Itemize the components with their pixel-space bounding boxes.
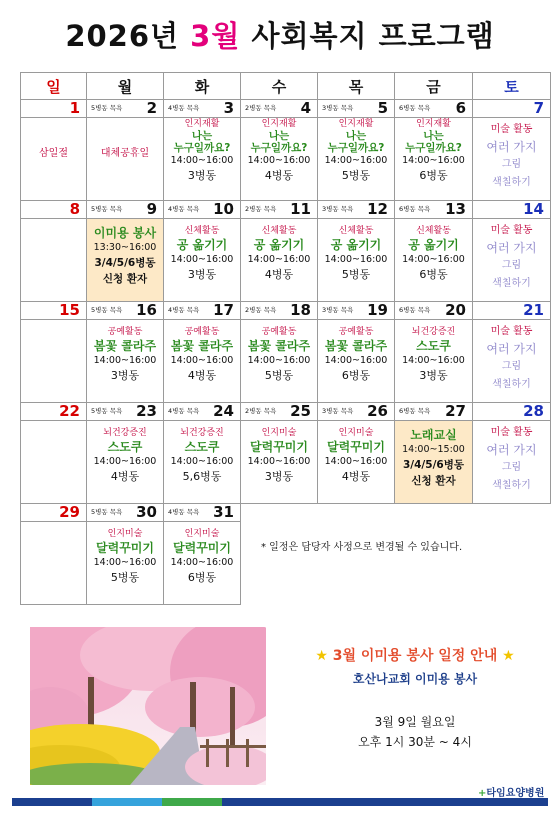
date-cell — [87, 403, 164, 421]
program-time: 14:00~16:00 — [324, 355, 388, 366]
date-number: 8 — [69, 200, 80, 218]
program-category: 인지미술 — [261, 428, 297, 438]
date-cell — [164, 100, 241, 118]
program-time: 14:00~16:00 — [170, 557, 234, 568]
program-entry — [164, 118, 240, 184]
program-cell — [395, 320, 473, 403]
date-number: 13 — [445, 200, 466, 218]
volunteer-wards: 3/4/5/6병동 — [94, 257, 156, 269]
program-cell — [318, 219, 395, 302]
program-category: 신체활동 — [261, 226, 297, 236]
schedule-note: * 일정은 담당자 사정으로 변경될 수 있습니다. — [261, 542, 463, 553]
bath-ward-label: 2병동 목욕 — [245, 306, 277, 314]
program-entry — [164, 421, 240, 485]
date-number: 27 — [445, 402, 466, 420]
program-time: 14:00~16:00 — [170, 355, 234, 366]
program-ward: 3병동 — [187, 268, 217, 281]
program-name: 달력꾸미기 — [173, 541, 231, 555]
program-ward: 6병동 — [419, 268, 448, 281]
program-cell — [473, 421, 551, 504]
art-line: 그림 — [501, 159, 522, 170]
date-cell — [164, 201, 241, 219]
program-category: 뇌건강증진 — [180, 428, 224, 438]
bath-ward-label: 3병동 목욕 — [322, 306, 354, 314]
art-line: 여러 가지 — [486, 342, 537, 356]
program-ward: 5병동 — [341, 169, 371, 182]
info-date: 3월 9일 월요일 — [374, 715, 456, 729]
program-cell — [21, 522, 87, 605]
art-line: 그림 — [501, 462, 522, 473]
program-ward: 3병동 — [264, 470, 294, 483]
program-time: 14:00~16:00 — [324, 155, 388, 166]
bath-ward-label: 2병동 목욕 — [245, 407, 277, 415]
program-entry — [241, 421, 317, 485]
program-cell — [87, 320, 164, 403]
program-cell — [164, 320, 241, 403]
page-title: 2026년 3월 사회복지 프로그램 — [65, 19, 495, 53]
art-category: 미술 활동 — [490, 124, 533, 135]
star-icon: ★ — [315, 648, 328, 664]
date-number: 24 — [213, 402, 234, 420]
schedule-note-cell — [241, 504, 551, 605]
program-name: 달력꾸미기 — [96, 541, 154, 555]
volunteer-title: 노래교실 — [410, 428, 457, 442]
bath-ward-label: 6병동 목욕 — [399, 306, 431, 314]
program-ward: 3병동 — [187, 169, 217, 182]
date-cell — [164, 302, 241, 320]
date-cell — [164, 403, 241, 421]
date-number: 26 — [367, 402, 388, 420]
program-cell — [21, 421, 87, 504]
program-entry — [87, 421, 163, 485]
program-entry — [241, 219, 317, 283]
art-category: 미술 활동 — [490, 225, 533, 236]
date-number: 21 — [523, 301, 544, 319]
program-name: 봄꽃 콜라주 — [324, 339, 388, 353]
program-ward: 4병동 — [341, 470, 371, 483]
art-category: 미술 활동 — [490, 326, 533, 337]
program-time: 14:00~16:00 — [402, 254, 465, 265]
program-cell — [21, 118, 87, 201]
volunteer-entry — [87, 219, 163, 287]
program-cell — [21, 219, 87, 302]
program-cell — [87, 522, 164, 605]
date-number: 18 — [290, 301, 311, 319]
program-time: 14:00~16:00 — [170, 456, 234, 467]
bath-ward-label: 3병동 목욕 — [322, 407, 354, 415]
date-number: 20 — [445, 301, 466, 319]
program-ward: 3병동 — [110, 369, 140, 382]
bath-ward-label: 5병동 목욕 — [91, 306, 123, 314]
program-ward: 4병동 — [264, 169, 294, 182]
weekday-header-row — [21, 73, 551, 100]
program-category: 인지미술 — [184, 529, 220, 539]
program-cell — [87, 118, 164, 201]
date-row — [21, 403, 551, 421]
program-category: 인지미술 — [107, 529, 143, 539]
info-time: 오후 1시 30분 ~ 4시 — [358, 735, 472, 749]
date-number: 14 — [523, 200, 544, 218]
program-entry — [164, 522, 240, 586]
bath-ward-label: 4병동 목욕 — [168, 205, 200, 213]
program-category: 뇌건강증진 — [103, 428, 147, 438]
program-ward: 5병동 — [341, 268, 371, 281]
program-cell — [87, 219, 164, 302]
weekday-header: 수 — [241, 73, 318, 100]
program-ward: 5병동 — [264, 369, 294, 382]
date-cell — [241, 100, 318, 118]
volunteer-time: 13:30~16:00 — [93, 242, 157, 253]
program-row — [21, 421, 551, 504]
program-entry — [87, 522, 163, 586]
program-time: 14:00~16:00 — [93, 456, 157, 467]
date-number: 3 — [223, 99, 234, 117]
date-number: 25 — [290, 402, 311, 420]
program-time: 14:00~16:00 — [402, 155, 465, 166]
volunteer-note: 신청 환자 — [102, 273, 148, 285]
art-line: 그림 — [501, 260, 522, 271]
program-name: 나는 누구일까요? — [250, 130, 308, 154]
program-cell — [21, 320, 87, 403]
date-row — [21, 302, 551, 320]
program-cell — [164, 118, 241, 201]
date-row — [21, 100, 551, 118]
program-cell — [241, 219, 318, 302]
program-entry — [318, 118, 394, 184]
art-line: 여러 가지 — [486, 241, 537, 255]
bath-ward-label: 4병동 목욕 — [168, 306, 200, 314]
program-time: 14:00~16:00 — [93, 557, 157, 568]
date-cell — [21, 504, 87, 522]
date-cell — [164, 504, 241, 522]
program-name: 공 옮기기 — [408, 238, 459, 252]
date-number: 5 — [377, 99, 388, 117]
art-line: 색칠하기 — [492, 278, 531, 289]
program-name: 봄꽃 콜라주 — [247, 339, 311, 353]
date-number: 2 — [146, 99, 157, 117]
bath-ward-label: 2병동 목욕 — [245, 205, 277, 213]
date-cell — [241, 302, 318, 320]
program-ward: 4병동 — [264, 268, 294, 281]
date-number: 10 — [213, 200, 234, 218]
bath-ward-label: 3병동 목욕 — [322, 104, 354, 112]
program-category: 신체활동 — [184, 226, 220, 236]
date-row — [21, 201, 551, 219]
date-cell — [87, 201, 164, 219]
program-category: 인지재활 — [416, 119, 451, 129]
date-cell — [87, 100, 164, 118]
volunteer-title: 이미용 봉사 — [93, 226, 157, 240]
program-category: 인지재활 — [261, 119, 297, 129]
program-name: 스도쿠 — [184, 440, 220, 454]
program-category: 인지재활 — [338, 119, 374, 129]
date-cell — [473, 201, 551, 219]
date-number: 29 — [59, 503, 80, 521]
date-cell — [21, 201, 87, 219]
date-number: 30 — [136, 503, 157, 521]
program-category: 공예활동 — [338, 327, 374, 337]
date-number: 7 — [533, 99, 544, 117]
program-cell — [318, 320, 395, 403]
bath-ward-label: 5병동 목욕 — [91, 508, 123, 516]
date-number: 22 — [59, 402, 80, 420]
program-cell — [164, 522, 241, 605]
date-row — [21, 504, 551, 522]
weekday-header: 목 — [318, 73, 395, 100]
program-cell — [395, 421, 473, 504]
date-cell — [318, 201, 395, 219]
program-ward: 6병동 — [341, 369, 371, 382]
date-cell — [473, 100, 551, 118]
program-category: 뇌건강증진 — [411, 327, 456, 337]
program-cell — [473, 320, 551, 403]
date-number: 31 — [213, 503, 234, 521]
saturday-art-entry — [473, 320, 550, 394]
program-ward: 4병동 — [110, 470, 140, 483]
program-cell — [318, 118, 395, 201]
date-cell — [473, 403, 551, 421]
weekday-header: 금 — [395, 73, 473, 100]
program-name: 나는 누구일까요? — [405, 130, 462, 154]
program-category: 공예활동 — [107, 327, 143, 337]
bath-ward-label: 6병동 목욕 — [399, 407, 431, 415]
bath-ward-label: 4병동 목욕 — [168, 407, 200, 415]
program-ward: 5,6병동 — [182, 470, 222, 483]
program-name: 스도쿠 — [416, 339, 451, 353]
bath-ward-label: 5병동 목욕 — [91, 205, 123, 213]
program-name: 스도쿠 — [107, 440, 143, 454]
holiday-label: 대체공휴일 — [100, 148, 150, 159]
bath-ward-label: 4병동 목욕 — [168, 104, 200, 112]
program-name: 공 옮기기 — [176, 238, 228, 252]
program-entry — [164, 219, 240, 283]
date-cell — [87, 302, 164, 320]
date-cell — [87, 504, 164, 522]
program-name: 봄꽃 콜라주 — [93, 339, 157, 353]
date-number: 16 — [136, 301, 157, 319]
cherry-blossom-photo — [30, 627, 266, 785]
saturday-art-entry — [473, 421, 550, 495]
program-category: 인지재활 — [184, 119, 220, 129]
weekday-header: 월 — [87, 73, 164, 100]
program-time: 14:00~16:00 — [247, 155, 311, 166]
date-cell — [395, 403, 473, 421]
program-cell — [164, 219, 241, 302]
saturday-art-entry — [473, 118, 550, 192]
volunteer-note: 신청 환자 — [411, 475, 456, 487]
beauty-service-info — [280, 646, 550, 752]
saturday-art-entry — [473, 219, 550, 293]
program-cell — [395, 219, 473, 302]
date-number: 1 — [69, 99, 80, 117]
program-time: 14:00~16:00 — [170, 254, 234, 265]
date-cell — [395, 100, 473, 118]
program-entry — [395, 219, 472, 283]
program-entry — [318, 421, 394, 485]
program-entry — [241, 320, 317, 384]
program-category: 인지미술 — [338, 428, 374, 438]
program-name: 공 옮기기 — [330, 238, 382, 252]
program-cell — [87, 421, 164, 504]
info-subtitle: 호산나교회 이미용 봉사 — [352, 672, 478, 686]
date-number: 15 — [59, 301, 80, 319]
program-category: 신체활동 — [416, 226, 451, 236]
holiday-label: 삼일절 — [39, 148, 68, 159]
program-category: 공예활동 — [261, 327, 297, 337]
bath-ward-label: 4병동 목욕 — [168, 508, 200, 516]
date-cell — [318, 403, 395, 421]
program-entry — [164, 320, 240, 384]
program-time: 14:00~16:00 — [247, 355, 311, 366]
bath-ward-label: 5병동 목욕 — [91, 104, 123, 112]
date-number: 9 — [146, 200, 157, 218]
program-row — [21, 118, 551, 201]
program-time: 14:00~16:00 — [324, 254, 388, 265]
bath-ward-label: 3병동 목욕 — [322, 205, 354, 213]
bath-ward-label: 5병동 목욕 — [91, 407, 123, 415]
date-number: 23 — [136, 402, 157, 420]
program-time: 14:00~16:00 — [402, 355, 465, 366]
program-name: 나는 누구일까요? — [327, 130, 385, 154]
date-number: 4 — [300, 99, 311, 117]
date-number: 11 — [290, 200, 311, 218]
program-time: 14:00~16:00 — [247, 254, 311, 265]
program-entry — [395, 118, 472, 184]
program-ward: 4병동 — [187, 369, 217, 382]
program-name: 공 옮기기 — [253, 238, 305, 252]
bath-ward-label: 2병동 목욕 — [245, 104, 277, 112]
program-ward: 3병동 — [419, 369, 448, 382]
date-number: 6 — [455, 99, 466, 117]
date-number: 19 — [367, 301, 388, 319]
date-number: 28 — [523, 402, 544, 420]
date-cell — [318, 302, 395, 320]
cross-icon: + — [478, 788, 487, 799]
date-cell — [473, 302, 551, 320]
program-ward: 6병동 — [187, 571, 217, 584]
weekday-header: 화 — [164, 73, 241, 100]
date-cell — [21, 302, 87, 320]
program-cell — [241, 118, 318, 201]
date-cell — [241, 201, 318, 219]
program-entry — [87, 320, 163, 384]
program-cell — [241, 421, 318, 504]
date-cell — [21, 403, 87, 421]
program-ward: 5병동 — [110, 571, 140, 584]
volunteer-time: 14:00~15:00 — [402, 444, 465, 455]
program-ward: 6병동 — [419, 169, 448, 182]
art-line: 색칠하기 — [492, 177, 531, 188]
art-line: 색칠하기 — [492, 480, 531, 491]
art-category: 미술 활동 — [490, 427, 533, 438]
volunteer-wards: 3/4/5/6병동 — [402, 459, 464, 471]
date-cell — [395, 302, 473, 320]
info-heading: ★ 3월 이미용 봉사 일정 안내 ★ — [315, 648, 515, 664]
date-cell — [318, 100, 395, 118]
program-entry — [318, 320, 394, 384]
program-name: 봄꽃 콜라주 — [170, 339, 234, 353]
program-time: 14:00~16:00 — [93, 355, 157, 366]
date-cell — [21, 100, 87, 118]
program-category: 신체활동 — [338, 226, 374, 236]
hospital-logo: +타임요양병원 — [478, 788, 545, 799]
volunteer-entry — [395, 421, 472, 489]
date-cell — [395, 201, 473, 219]
program-cell — [473, 118, 551, 201]
program-time: 14:00~16:00 — [324, 456, 388, 467]
program-time: 14:00~16:00 — [247, 456, 311, 467]
program-name: 달력꾸미기 — [250, 440, 308, 454]
date-cell — [241, 403, 318, 421]
date-number: 12 — [367, 200, 388, 218]
program-cell — [473, 219, 551, 302]
program-row — [21, 219, 551, 302]
bath-ward-label: 6병동 목욕 — [399, 104, 431, 112]
weekday-header: 일 — [21, 73, 87, 100]
art-line: 여러 가지 — [486, 140, 537, 154]
art-line: 그림 — [501, 361, 522, 372]
art-line: 색칠하기 — [492, 379, 531, 390]
calendar-table — [20, 72, 551, 605]
weekday-header: 토 — [473, 73, 551, 100]
footer-stripe — [12, 798, 548, 806]
program-row — [21, 320, 551, 403]
program-entry — [395, 320, 472, 384]
program-entry — [241, 118, 317, 184]
star-icon: ★ — [502, 648, 515, 664]
program-category: 공예활동 — [184, 327, 220, 337]
program-cell — [318, 421, 395, 504]
program-cell — [395, 118, 473, 201]
program-name: 달력꾸미기 — [327, 440, 385, 454]
program-cell — [164, 421, 241, 504]
program-time: 14:00~16:00 — [170, 155, 234, 166]
program-entry — [318, 219, 394, 283]
art-line: 여러 가지 — [486, 443, 537, 457]
program-cell — [241, 320, 318, 403]
program-name: 나는 누구일까요? — [173, 130, 231, 154]
date-number: 17 — [213, 301, 234, 319]
bath-ward-label: 6병동 목욕 — [399, 205, 431, 213]
